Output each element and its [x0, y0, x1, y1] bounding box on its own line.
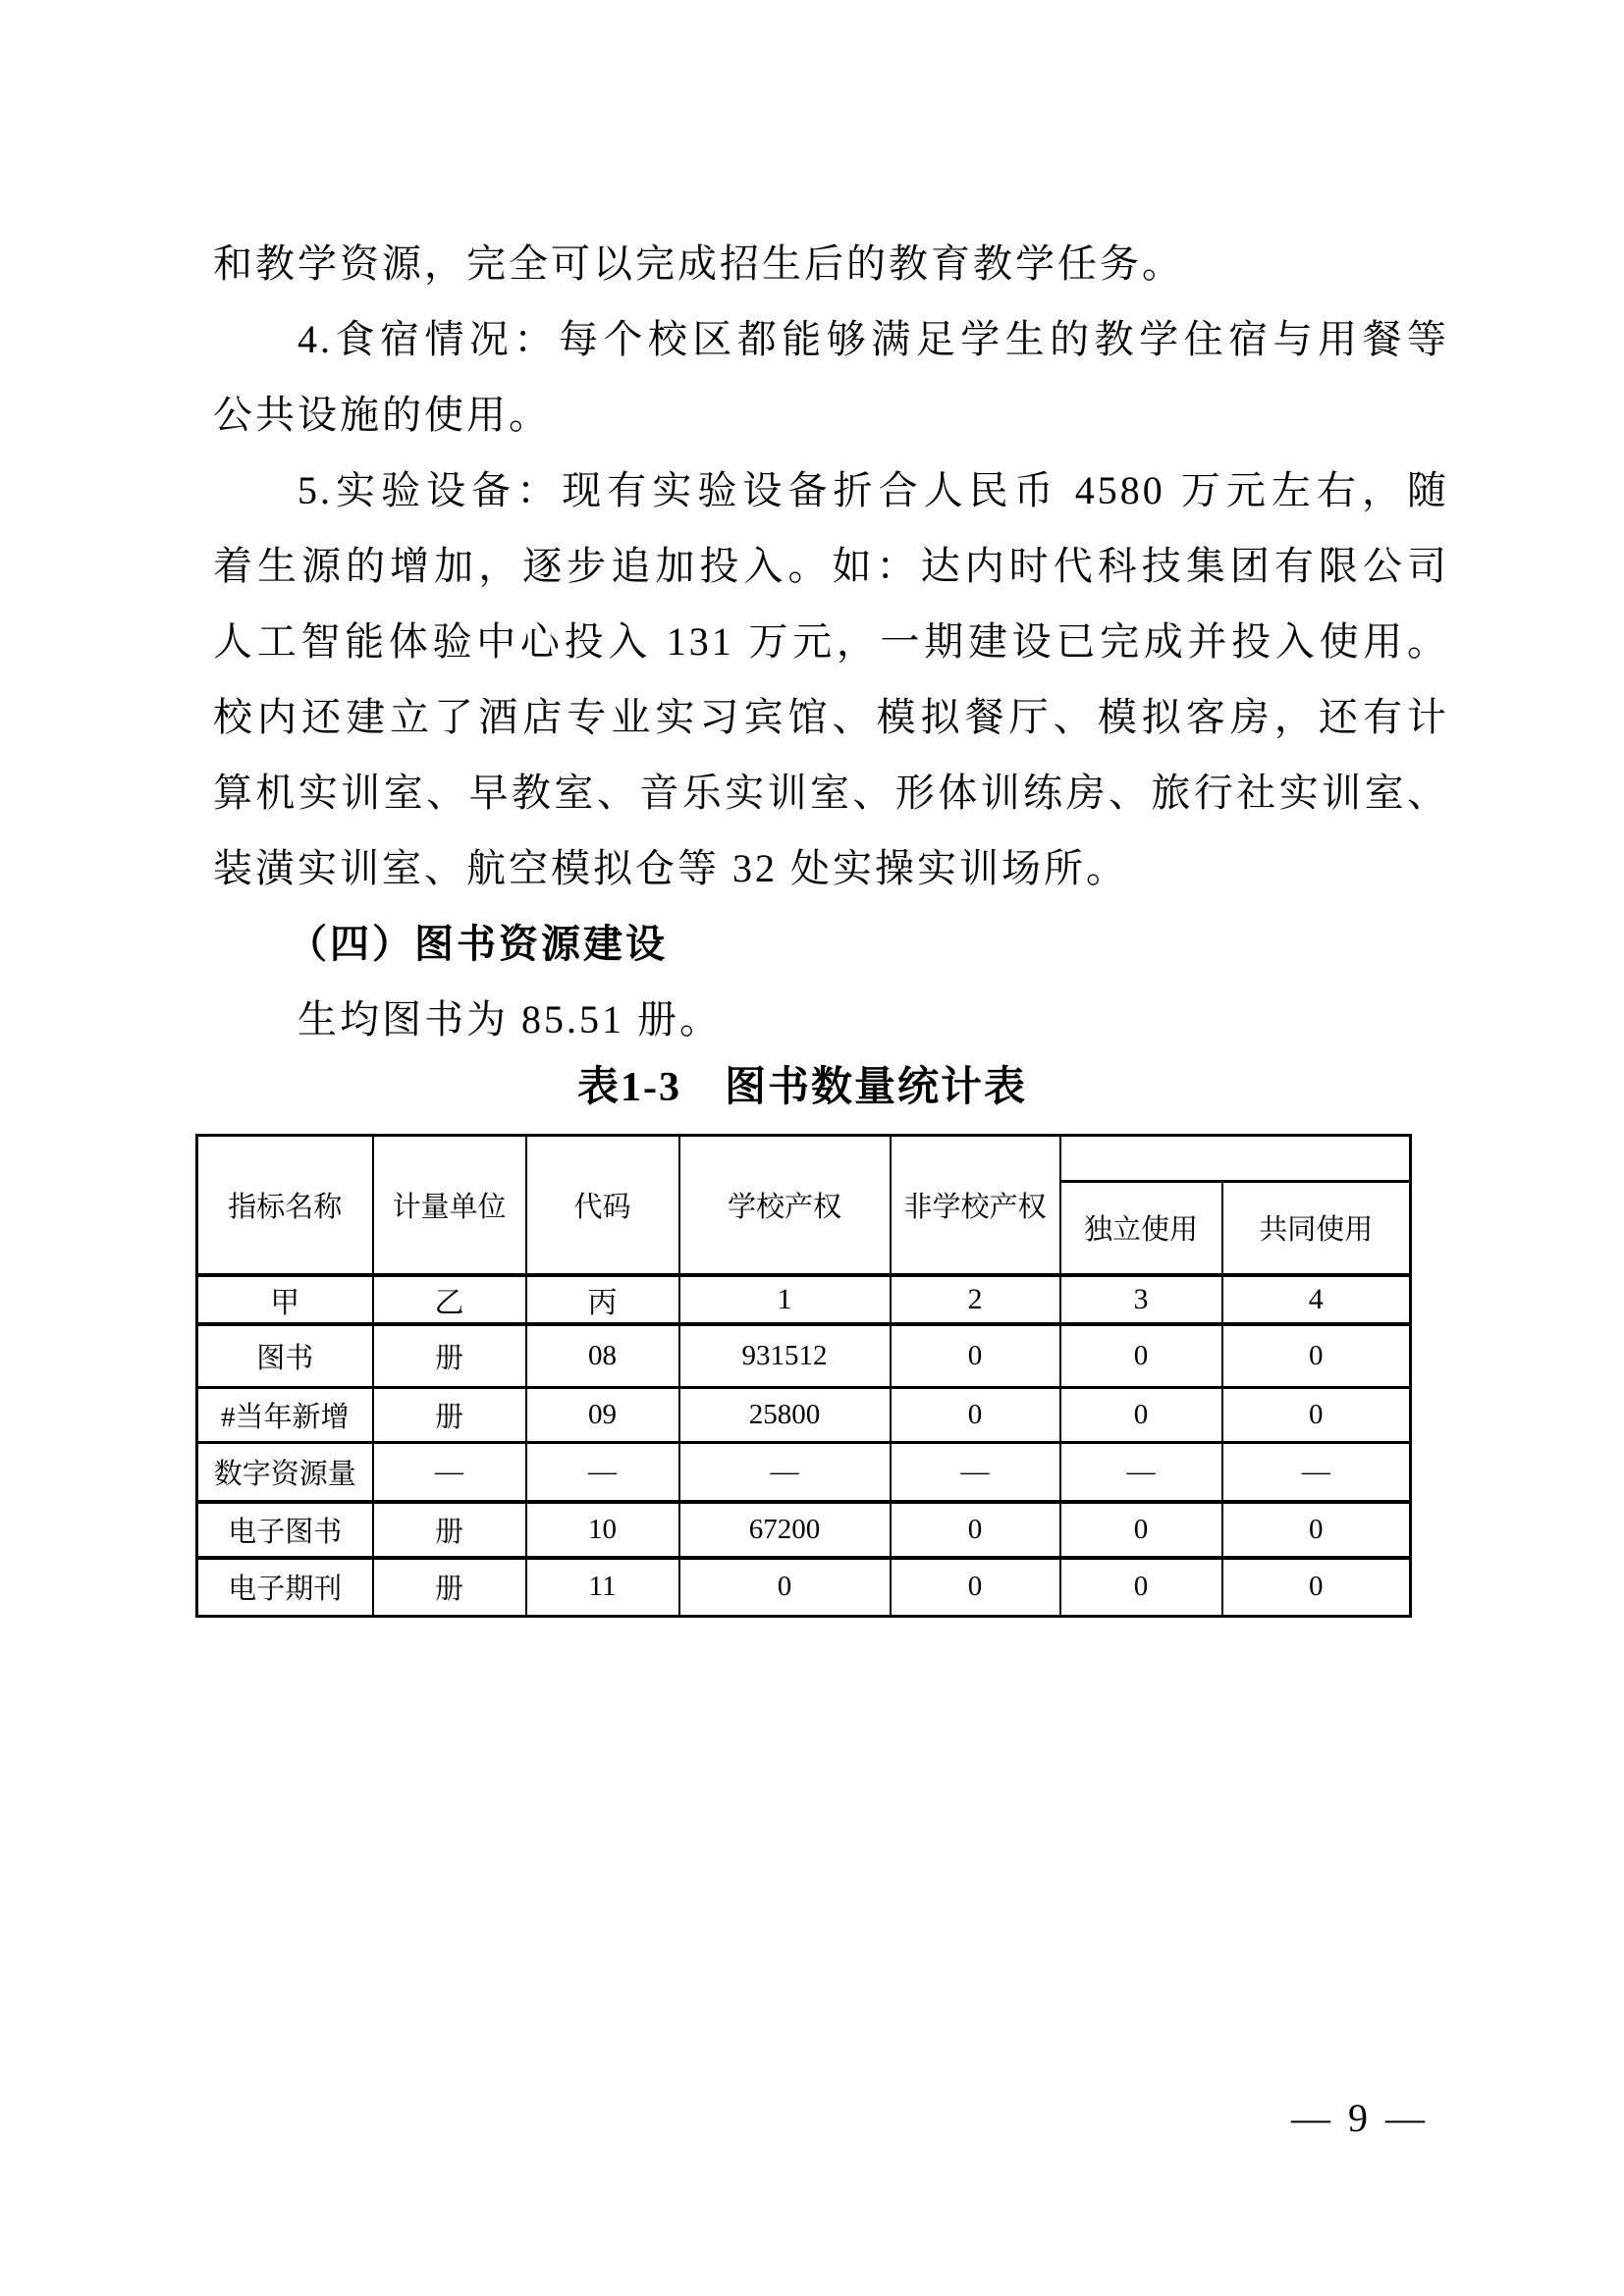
table-cell: 0 [1060, 1558, 1222, 1617]
table-row [197, 1558, 1411, 1617]
table-cell: 0 [891, 1502, 1060, 1558]
table-cell: 数字资源量 [197, 1443, 373, 1502]
table-cell: 0 [1060, 1324, 1222, 1388]
table-cell: 0 [1222, 1558, 1411, 1617]
header-cell-shared-use: 共同使用 [1222, 1182, 1411, 1275]
header-cell-code: 代码 [526, 1136, 679, 1275]
header-cell-independent-use: 独立使用 [1060, 1182, 1222, 1275]
table-cell: 乙 [373, 1275, 526, 1324]
header-cell-school-owned: 学校产权 [679, 1136, 891, 1275]
books-statistics-table [195, 1134, 1412, 1618]
table-cell: 931512 [679, 1324, 891, 1388]
table-row [197, 1502, 1411, 1558]
table-cell: 4 [1222, 1275, 1411, 1324]
table-cell: 甲 [197, 1275, 373, 1324]
table-row [197, 1443, 1411, 1502]
body-text-block [213, 226, 1449, 1057]
table-cell: 册 [373, 1558, 526, 1617]
table-code-row [197, 1275, 1411, 1324]
table-row [197, 1324, 1411, 1388]
table-cell: 0 [1222, 1502, 1411, 1558]
paragraph-line: 校内还建立了酒店专业实习宾馆、模拟餐厅、模拟客房，还有计 [213, 695, 1449, 739]
table-cell: — [891, 1443, 1060, 1502]
table-cell: 0 [1060, 1502, 1222, 1558]
table-title: 表1-3 图书数量统计表 [577, 1065, 1027, 1110]
section-heading: （四）图书资源建设 [288, 922, 668, 966]
paragraph-line: 算机实训室、早教室、音乐实训室、形体训练房、旅行社实训室、 [213, 771, 1449, 815]
table-cell: 11 [526, 1558, 679, 1617]
paragraph-line: 5.实验设备：现有实验设备折合人民币 4580 万元左右，随 [298, 468, 1449, 512]
table-cell: #当年新增 [197, 1388, 373, 1443]
table-cell: — [1060, 1443, 1222, 1502]
table-cell: 册 [373, 1388, 526, 1443]
table-cell: 0 [891, 1324, 1060, 1388]
table-cell: 0 [891, 1388, 1060, 1443]
paragraph-line: 4.食宿情况：每个校区都能够满足学生的教学住宿与用餐等 [298, 317, 1449, 361]
table-cell: — [526, 1443, 679, 1502]
table-cell: — [679, 1443, 891, 1502]
table-cell: 0 [1222, 1388, 1411, 1443]
paragraph-line: 公共设施的使用。 [213, 393, 551, 437]
table-cell: 图书 [197, 1324, 373, 1388]
paragraph-line: 和教学资源，完全可以完成招生后的教育教学任务。 [213, 241, 1184, 286]
header-cell-nonschool-owned: 非学校产权 [891, 1136, 1060, 1275]
table-cell: 08 [526, 1324, 679, 1388]
paragraph-line: 装潢实训室、航空模拟仓等 32 处实操实训场所。 [213, 846, 1128, 890]
table-cell: — [1222, 1443, 1411, 1502]
paragraph-line: 生均图书为 85.51 册。 [298, 997, 722, 1041]
table-cell: 册 [373, 1324, 526, 1388]
header-cell-unit: 计量单位 [373, 1136, 526, 1275]
table-cell: 电子期刊 [197, 1558, 373, 1617]
page-number: — 9 — [1291, 2096, 1429, 2140]
table-cell: — [373, 1443, 526, 1502]
table-cell: 67200 [679, 1502, 891, 1558]
paragraph-line: 人工智能体验中心投入 131 万元，一期建设已完成并投入使用。 [213, 619, 1449, 664]
table-cell: 2 [891, 1275, 1060, 1324]
table-cell: 0 [1222, 1324, 1411, 1388]
table-cell: 0 [679, 1558, 891, 1617]
paragraph-line: 着生源的增加，逐步追加投入。如：达内时代科技集团有限公司 [213, 544, 1449, 588]
table-cell: 25800 [679, 1388, 891, 1443]
table-cell: 0 [1060, 1388, 1222, 1443]
table-cell: 10 [526, 1502, 679, 1558]
table-cell: 1 [679, 1275, 891, 1324]
table-cell: 09 [526, 1388, 679, 1443]
table-cell: 电子图书 [197, 1502, 373, 1558]
header-group-empty-cell [1060, 1136, 1411, 1182]
table-cell: 3 [1060, 1275, 1222, 1324]
table-cell: 0 [891, 1558, 1060, 1617]
header-cell-indicator: 指标名称 [197, 1136, 373, 1275]
table-cell: 丙 [526, 1275, 679, 1324]
table-cell: 册 [373, 1502, 526, 1558]
table-header-row [197, 1136, 1411, 1182]
table-row [197, 1388, 1411, 1443]
